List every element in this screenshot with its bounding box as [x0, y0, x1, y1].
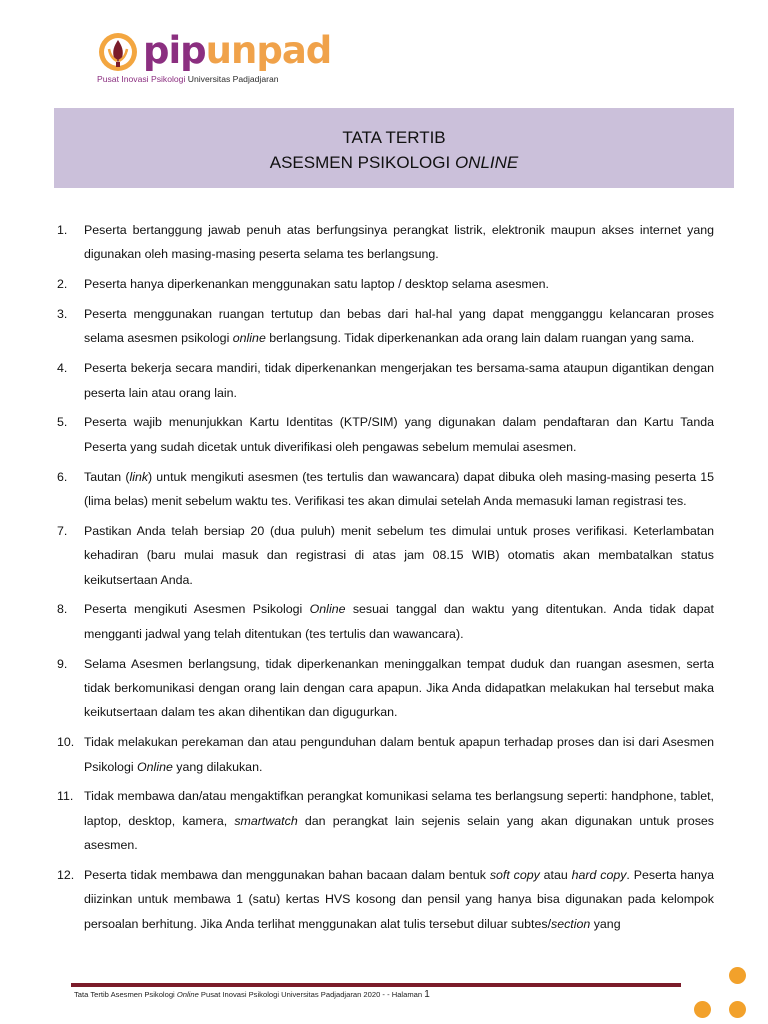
logo-unpad: unpad — [205, 29, 332, 72]
footer-text-b: Pusat Inovasi Psikologi Universitas Padjadjaran 2020 - - Halaman — [198, 990, 425, 999]
rule-text: atau — [539, 868, 572, 883]
rule-number: 6. — [57, 469, 68, 484]
rule-text: Tautan ( — [84, 469, 130, 484]
rule-number: 1. — [57, 223, 68, 237]
rule-text: sesuai tanggal dan waktu yang ditentukan. Anda tidak dapat mengganti jadwal yang telah ditentukan (tes tertulis dan wawancara). — [84, 602, 714, 641]
rule-number: 10. — [57, 735, 75, 750]
rule-number: 8. — [57, 602, 68, 617]
rule-item — [57, 863, 714, 936]
rule-text-italic: hard copy — [571, 868, 627, 883]
title-line-2-italic: ONLINE — [454, 153, 519, 172]
footer-page-number: 1 — [424, 989, 430, 1000]
rule-item — [57, 410, 714, 459]
rule-number: 7. — [57, 523, 68, 538]
rule-text: Peserta tidak membawa dan menggunakan bahan bacaan dalam bentuk — [84, 868, 490, 883]
rule-text-italic: soft copy — [489, 868, 540, 883]
rule-text: yang — [590, 916, 621, 931]
rule-text-italic: section — [551, 916, 591, 931]
rule-text: Peserta menggunakan ruangan tertutup dan bebas dari hal-hal yang dapat mengganggu kelancaran proses selama asesmen psikologi — [84, 307, 714, 346]
rule-item — [57, 519, 714, 592]
rule-number: 5. — [57, 415, 68, 430]
rule-text: dan perangkat lain sejenis selain yang akan digunakan untuk proses asesmen. — [84, 813, 714, 853]
rule-number: 3. — [57, 307, 68, 321]
rule-text: ) untuk mengikuti asesmen (tes tertulis dan wawancara) dapat dibuka oleh masing-masing peserta 15 (lima belas) menit sebelum waktu tes. Verifikasi tes akan dimulai setelah Anda memasuki laman registrasi tes. — [84, 469, 714, 509]
rule-number: 2. — [57, 277, 68, 292]
decor-dot — [729, 967, 746, 984]
rule-number: 4. — [57, 361, 68, 376]
rule-item — [57, 784, 714, 857]
rule-text-italic: Online — [137, 759, 173, 774]
logo-wordmark — [143, 29, 331, 73]
rule-text: Peserta hanya diperkenankan menggunakan satu laptop / desktop selama asesmen. — [84, 277, 549, 292]
title-line-2-text: ASESMEN PSIKOLOGI — [269, 153, 451, 172]
rule-text: berlangsung. Tidak diperkenankan ada orang lain dalam ruangan yang sama. — [265, 331, 695, 346]
rule-text: Peserta bekerja secara mandiri, tidak diperkenankan mengerjakan tes bersama-sama ataupun digantikan dengan peserta lain atau orang lain. — [84, 361, 714, 400]
rule-item — [57, 272, 714, 296]
title-band — [54, 108, 734, 188]
footer-text-a: Tata Tertib Asesmen Psikologi — [74, 990, 177, 999]
footer-text-italic: Online — [176, 990, 199, 999]
rule-item — [57, 597, 714, 646]
logo-subtitle — [97, 74, 279, 84]
rule-text: Tidak membawa dan/atau mengaktifkan perangkat komunikasi selama tes berlangsung seperti: handphone, tablet, laptop, desktop, kamera, — [84, 789, 714, 828]
rule-text: Selama Asesmen berlangsung, tidak diperkenankan meninggalkan tempat duduk dan ruangan asesmen, serta tidak berkomunikasi dengan orang lain dengan cara apapun. Jika Anda didapatkan melakukan hal tersebut maka keikutsertaan dalam tes akan dihentikan dan digugurkan. — [84, 656, 714, 720]
rule-text-italic: smartwatch — [234, 813, 298, 828]
rule-item — [57, 465, 714, 514]
rule-text-italic: Online — [309, 602, 346, 617]
unpad-emblem-icon — [97, 31, 139, 73]
rule-text: Pastikan Anda telah bersiap 20 (dua puluh) menit sebelum tes dimulai untuk proses verifikasi. Keterlambatan kehadiran (baru mulai masuk dan registrasi di atas jam 08.15 WIB) otomatis akan membatalkan status keikutsertaan Anda. — [84, 523, 714, 587]
rule-item — [57, 652, 714, 725]
rule-item — [57, 218, 714, 267]
rule-text: . Peserta hanya diizinkan untuk membawa 1 (satu) kertas HVS kosong dan pensil yang hanya bisa digunakan pada kelompok persoalan berhitung. Jika Anda terlihat menggunakan alat tulis tersebut diluar subtes/ — [84, 868, 714, 931]
rule-text-italic: link — [129, 469, 149, 484]
title-line-2 — [54, 150, 734, 175]
rule-item — [57, 730, 714, 779]
rule-text: Peserta wajib menunjukkan Kartu Identitas (KTP/SIM) yang digunakan dalam pendaftaran dan Kartu Tanda Peserta yang sudah dicetak untuk diverifikasi oleh pengawas sebelum memulai asesmen. — [84, 415, 714, 454]
rule-number: 12. — [57, 868, 75, 883]
logo-subtitle-university: Universitas Padjadjaran — [187, 74, 279, 84]
rule-number: 9. — [57, 656, 68, 671]
rule-number: 11. — [57, 789, 74, 804]
rule-text: Peserta mengikuti Asesmen Psikologi — [84, 602, 310, 617]
rule-text: Tidak melakukan perekaman dan atau pengunduhan dalam bentuk apapun terhadap proses dan isi dari Asesmen Psikologi — [84, 735, 714, 774]
rule-item — [57, 356, 714, 405]
decor-dot — [729, 1001, 746, 1018]
rule-item — [57, 302, 714, 351]
logo-subtitle-institute: Pusat Inovasi Psikologi — [97, 74, 186, 84]
decor-dot — [694, 1001, 711, 1018]
rules-list — [57, 218, 714, 942]
footer-rule — [71, 983, 681, 987]
rule-text-italic: online — [232, 331, 266, 346]
title-line-1: TATA TERTIB — [342, 128, 446, 147]
rule-text: yang dilakukan. — [172, 759, 263, 774]
logo-pip: pip — [143, 29, 206, 72]
pipunpad-logo — [97, 29, 332, 87]
footer-text — [74, 989, 430, 1000]
rule-text: Peserta bertanggung jawab penuh atas berfungsinya perangkat listrik, elektronik maupun akses internet yang digunakan oleh masing-masing peserta selama tes berlangsung. — [84, 223, 714, 262]
